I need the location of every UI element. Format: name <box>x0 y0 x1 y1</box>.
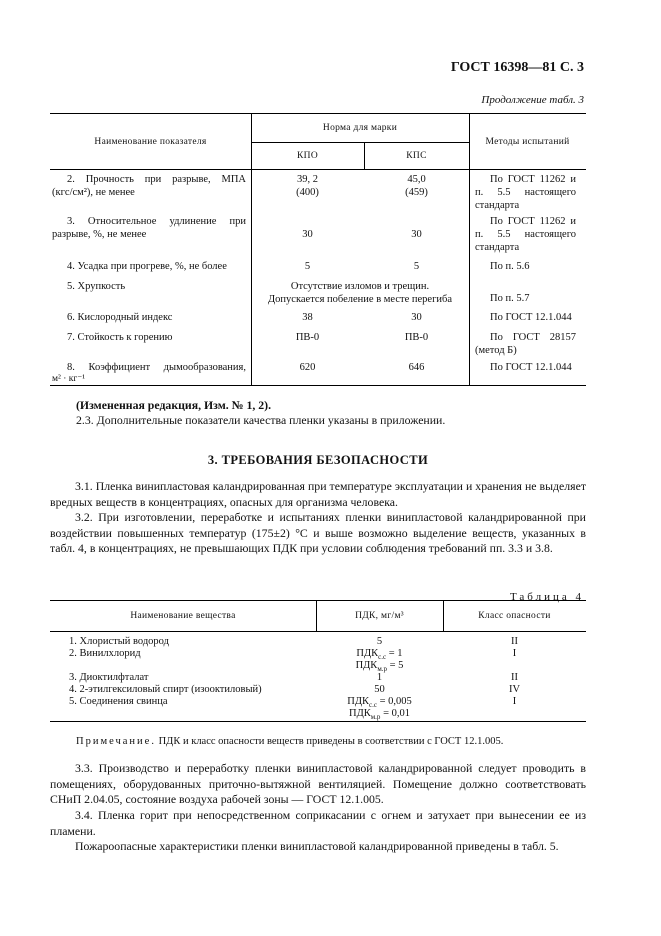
table3-top-rule <box>50 113 586 114</box>
paragraph-3-2: 3.2. При изготовлении, переработке и испытаниях пленки винипластовой каландрированной при воздействии повышенных температур (175±2) °С и выше возможно выделение веществ, указанных в табл. 4, в концентрациях, не превышающих ПДК при условии соблюдения требований пп. 3.3 и 3.8. <box>50 510 586 555</box>
table-row-name: (кгс/см²), не менее <box>52 187 135 198</box>
table3-header-kps: КПС <box>406 151 427 161</box>
table-row-name: 7. Стойкость к горению <box>67 332 173 343</box>
pdk-subscript: м.р <box>377 665 387 674</box>
table-cell-kpo: 30 <box>302 229 313 240</box>
pdk-label: ПДК <box>356 648 379 659</box>
table-row-name: 3. Относительное удлинение при <box>67 216 246 227</box>
table-cell-pdk <box>316 707 443 720</box>
table-cell-merged: Отсутствие изломов и трещин. <box>290 281 430 292</box>
table-cell-pdk: 5 <box>376 636 383 647</box>
table-cell-class: I <box>512 696 517 707</box>
note-label: Примечание. <box>76 736 156 747</box>
pdk-value: = 1 <box>386 648 403 659</box>
pdk-label: ПДК <box>349 708 371 719</box>
table-row-name: 2. Прочность при разрыве, МПА <box>67 174 246 185</box>
note-text: ПДК и класс опасности веществ приведены в соответствии с ГОСТ 12.1.005. <box>155 736 504 747</box>
table-cell-kps: 30 <box>411 229 422 240</box>
table-cell-kps: 45,0 <box>407 174 426 185</box>
table4-top-rule <box>50 600 586 601</box>
pdk-subscript: м.р <box>370 713 381 722</box>
table-row-name: 5. Соединения свинца <box>69 696 168 707</box>
table-cell-kpo: ПВ-0 <box>295 332 320 343</box>
table-cell-method: По ГОСТ 11262 и <box>490 216 576 227</box>
table4-header-substance: Наименование вещества <box>130 611 236 621</box>
table3-header-methods: Методы испытаний <box>485 137 570 147</box>
table4-header-class: Класс опасности <box>478 611 551 621</box>
paragraph-3-3: 3.3. Производство и переработку пленки винипластовой каландрированной следует проводить в помещениях, оборудованных приточно-вытяжной вентиляцией. Помещение должно соответствовать СНиП 2.04.05, состояние воздуха рабочей зоны — ГОСТ 12.1.005. <box>50 761 586 806</box>
table-cell-method: п. 5.5 настоящего <box>475 187 576 198</box>
table-row-name: 3. Диоктилфталат <box>69 672 149 683</box>
table-cell-method: По ГОСТ 28157 <box>490 332 576 343</box>
table-cell-pdk: 1 <box>376 672 383 683</box>
table-cell-kpo: 39, 2 <box>297 174 318 185</box>
table4-header-pdk: ПДК, мг/м³ <box>355 611 404 621</box>
table-row-name: 4. Усадка при прогреве, %, не более <box>67 261 227 272</box>
paragraph-2-3: 2.3. Дополнительные показатели качества пленки указаны в приложении. <box>76 413 446 427</box>
table-cell-method: стандарта <box>475 242 520 253</box>
pdk-value: = 0,005 <box>376 696 412 707</box>
table-cell-method: По ГОСТ 12.1.044 <box>490 312 572 323</box>
table3-header-rule <box>50 169 586 170</box>
table-row-name: 5. Хрупкость <box>67 281 126 292</box>
table3-header-indicator: Наименование показателя <box>94 137 207 147</box>
table-cell-class: IV <box>508 684 521 695</box>
pdk-subscript: с.с <box>368 701 377 710</box>
section-title: 3. ТРЕБОВАНИЯ БЕЗОПАСНОСТИ <box>207 453 429 467</box>
table3-col-divider <box>469 113 470 385</box>
table4-caption-text: Таблица 4 <box>509 591 584 603</box>
table4-caption <box>510 591 584 603</box>
table-cell-pdk: 50 <box>374 684 385 695</box>
table-cell-method: (метод Б) <box>475 345 517 356</box>
table-cell-class: II <box>511 636 518 647</box>
table-cell-kpo: 620 <box>299 362 316 373</box>
table4-note <box>76 735 503 748</box>
table-cell-method: стандарта <box>475 200 520 211</box>
table-row-name: 2. Винилхлорид <box>69 648 141 659</box>
amendment-note: (Измененная редакция, Изм. № 1, 2). <box>76 398 272 412</box>
table-row-name: м² · кг⁻¹ <box>52 374 86 384</box>
pdk-label: ПДК <box>347 696 369 707</box>
table-cell-method: По ГОСТ 12.1.044 <box>490 362 572 373</box>
paragraph-3-4: 3.4. Пленка горит при непосредственном соприкасании с огнем и затухает при вынесении ее из пламени. <box>50 808 586 838</box>
table3-header-kpo: КПО <box>297 151 318 161</box>
table-cell-kpo: 5 <box>304 261 311 272</box>
table-cell-merged: Допускается побеление в месте перегиба <box>268 294 452 305</box>
pdk-value: = 5 <box>387 660 404 671</box>
page-header: ГОСТ 16398—81 С. 3 <box>450 60 584 75</box>
table-row-name: разрыве, %, не менее <box>52 229 147 240</box>
table-row-name: 1. Хлористый водород <box>69 636 169 647</box>
table3-subheader-rule <box>251 142 469 143</box>
table-cell-kps: 646 <box>408 362 425 373</box>
table3-caption: Продолжение табл. 3 <box>481 94 584 106</box>
pdk-value: = 0,01 <box>380 708 410 719</box>
table-row-name: 4. 2-этилгексиловый спирт (изооктиловый) <box>69 684 262 695</box>
table-row-name: 8. Коэффициент дымообразования, <box>67 362 246 373</box>
table-cell-method: По п. 5.6 <box>490 261 530 272</box>
table-cell-kpo: (400) <box>296 187 319 198</box>
pdk-subscript: с.с <box>378 653 387 662</box>
table-cell-kps: ПВ-0 <box>404 332 429 343</box>
table4-bottom-rule <box>50 721 586 722</box>
table-cell-kps: (459) <box>405 187 428 198</box>
paragraph-fire-characteristics: Пожароопасные характеристики пленки винипластовой каландрированной приведены в табл. 5. <box>75 839 559 853</box>
table-cell-method: п. 5.5 настоящего <box>475 229 576 240</box>
table3-header-norm: Норма для марки <box>322 123 398 133</box>
table-cell-class: I <box>512 648 517 659</box>
pdk-label: ПДК <box>355 660 378 671</box>
table-row-name: 6. Кислородный индекс <box>67 312 173 323</box>
table-cell-method: По ГОСТ 11262 и <box>490 174 576 185</box>
table-cell-kpo: 38 <box>302 312 313 323</box>
table-cell-method: По п. 5.7 <box>490 293 530 304</box>
table-cell-class: II <box>511 672 518 683</box>
table-cell-kps: 5 <box>413 261 420 272</box>
table4-header-rule <box>50 631 586 632</box>
paragraph-3-1: 3.1. Пленка винипластовая каландрированная при температуре эксплуатации и хранения не выделяет вредных веществ в концентрациях, опасных для организма человека. <box>50 479 586 509</box>
table-cell-kps: 30 <box>411 312 422 323</box>
